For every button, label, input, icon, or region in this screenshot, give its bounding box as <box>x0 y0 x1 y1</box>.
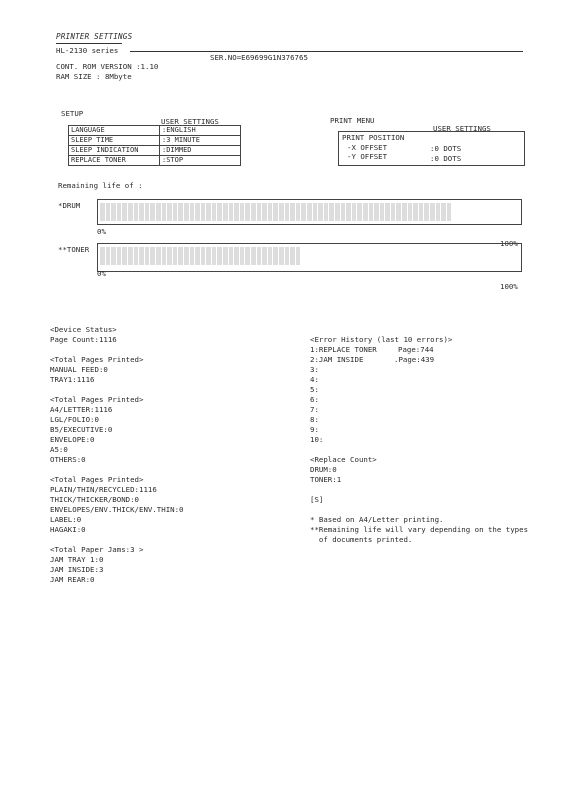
gauge-segment <box>279 203 284 221</box>
gauge-segment <box>424 203 429 221</box>
page-count: Page Count:1116 <box>50 335 117 344</box>
error-entry <box>310 355 528 365</box>
setup-heading: SETUP <box>61 109 84 118</box>
print-menu-column-heading: USER SETTINGS <box>433 124 491 133</box>
gauge-segment <box>380 203 385 221</box>
error-history-heading: <Error History (last 10 errors)> <box>310 335 453 344</box>
gauge-segment <box>391 203 396 221</box>
gauge-segment <box>436 203 441 221</box>
gauge-segment <box>324 203 329 221</box>
error-entry: 6: <box>310 395 319 404</box>
gauge-segment <box>178 203 183 221</box>
setup-value: :ENGLISH <box>160 126 241 136</box>
gauge-segment <box>245 247 250 265</box>
gauge-segment <box>117 203 122 221</box>
drum-gauge-fill <box>100 203 451 221</box>
gauge-segment <box>128 203 133 221</box>
paper-jams-heading: <Total Paper Jams:3 > <box>50 545 144 554</box>
media-line: LABEL:0 <box>50 515 82 524</box>
gauge-segment <box>178 247 183 265</box>
setup-key: REPLACE TONER <box>69 156 160 166</box>
drum-max-label: 100% <box>500 239 518 248</box>
gauge-segment <box>106 247 111 265</box>
gauge-segment <box>212 203 217 221</box>
gauge-segment <box>335 203 340 221</box>
gauge-segment <box>206 203 211 221</box>
y-offset-label: -Y OFFSET <box>347 152 388 161</box>
gauge-segment <box>100 203 105 221</box>
gauge-segment <box>167 247 172 265</box>
gauge-segment <box>212 247 217 265</box>
gauge-segment <box>413 203 418 221</box>
gauge-segment <box>357 203 362 221</box>
replace-count-heading: <Replace Count> <box>310 455 377 464</box>
gauge-segment <box>150 247 155 265</box>
setup-key: SLEEP INDICATION <box>69 146 160 156</box>
gauge-segment <box>201 247 206 265</box>
page-title: PRINTER SETTINGS <box>56 32 133 41</box>
setup-value: :STOP <box>160 156 241 166</box>
replace-count-line: DRUM:0 <box>310 465 337 474</box>
gauge-segment <box>318 203 323 221</box>
gauge-segment <box>441 203 446 221</box>
setup-row <box>69 126 241 136</box>
gauge-segment <box>106 203 111 221</box>
gauge-segment <box>301 203 306 221</box>
gauge-segment <box>206 247 211 265</box>
size-line: ENVELOPE:0 <box>50 435 95 444</box>
ram-size: RAM SIZE : 8Mbyte <box>56 72 132 81</box>
toner-max-label: 100% <box>500 282 518 291</box>
gauge-segment <box>139 247 144 265</box>
gauge-segment <box>240 247 245 265</box>
error-entry: 3: <box>310 365 319 374</box>
paper-jam-line: JAM TRAY 1:0 <box>50 555 104 564</box>
media-line: HAGAKI:0 <box>50 525 86 534</box>
gauge-segment <box>122 247 127 265</box>
gauge-segment <box>313 203 318 221</box>
gauge-segment <box>369 203 374 221</box>
gauge-segment <box>273 203 278 221</box>
toner-gauge-fill <box>100 247 300 265</box>
gauge-segment <box>217 203 222 221</box>
right-column <box>310 335 528 545</box>
gauge-segment <box>100 247 105 265</box>
gauge-segment <box>150 203 155 221</box>
toner-min-label: 0% <box>97 269 106 278</box>
setup-row <box>69 136 241 146</box>
gauge-segment <box>184 203 189 221</box>
serial-number: SER.NO=E69699G1N376765 <box>210 53 308 62</box>
gauge-segment <box>363 203 368 221</box>
setup-row <box>69 146 241 156</box>
error-entry-label: 1:REPLACE TONER <box>310 345 377 354</box>
gauge-segment <box>262 203 267 221</box>
setup-column-heading: USER SETTINGS <box>161 117 219 126</box>
gauge-segment <box>341 203 346 221</box>
size-line: LGL/FOLIO:0 <box>50 415 99 424</box>
gauge-segment <box>111 247 116 265</box>
gauge-segment <box>251 203 256 221</box>
gauge-segment <box>184 247 189 265</box>
gauge-segment <box>234 203 239 221</box>
gauge-segment <box>352 203 357 221</box>
gauge-segment <box>290 247 295 265</box>
gauge-segment <box>167 203 172 221</box>
status-code: [S] <box>310 495 324 504</box>
gauge-segment <box>117 247 122 265</box>
error-entry: 8: <box>310 415 319 424</box>
gauge-segment <box>430 203 435 221</box>
source-heading: <Total Pages Printed> <box>50 355 144 364</box>
gauge-segment <box>346 203 351 221</box>
gauge-segment <box>234 247 239 265</box>
replace-count-line: TONER:1 <box>310 475 342 484</box>
gauge-segment <box>257 247 262 265</box>
gauge-segment <box>447 203 452 221</box>
gauge-segment <box>251 247 256 265</box>
gauge-segment <box>296 203 301 221</box>
error-entry-page: Page:744 <box>398 345 434 354</box>
error-entry: 9: <box>310 425 319 434</box>
model-name: HL-2130 series <box>56 46 119 55</box>
gauge-segment <box>223 203 228 221</box>
gauge-segment <box>307 203 312 221</box>
rom-version: CONT. ROM VERSION :1.10 <box>56 62 159 71</box>
drum-min-label: 0% <box>97 227 106 236</box>
gauge-segment <box>122 203 127 221</box>
gauge-segment <box>296 247 301 265</box>
gauge-segment <box>195 203 200 221</box>
gauge-segment <box>217 247 222 265</box>
toner-label: **TONER <box>58 245 90 254</box>
paper-jam-line: JAM REAR:0 <box>50 575 95 584</box>
source-line: MANUAL FEED:0 <box>50 365 108 374</box>
note-line: * Based on A4/Letter printing. <box>310 515 444 524</box>
setup-key: SLEEP TIME <box>69 136 160 146</box>
gauge-segment <box>396 203 401 221</box>
gauge-segment <box>285 247 290 265</box>
print-position-group: PRINT POSITION <box>342 133 405 142</box>
device-status-heading: <Device Status> <box>50 325 117 334</box>
gauge-segment <box>139 203 144 221</box>
gauge-segment <box>195 247 200 265</box>
gauge-segment <box>385 203 390 221</box>
title-underline <box>56 43 122 44</box>
header-rule <box>130 51 523 52</box>
error-entry-label: 2:JAM INSIDE <box>310 355 364 364</box>
error-entry: 7: <box>310 405 319 414</box>
gauge-segment <box>402 203 407 221</box>
gauge-segment <box>156 247 161 265</box>
media-line: THICK/THICKER/BOND:0 <box>50 495 139 504</box>
size-line: OTHERS:0 <box>50 455 86 464</box>
drum-gauge <box>97 199 522 225</box>
left-column <box>50 325 184 585</box>
gauge-segment <box>223 247 228 265</box>
gauge-segment <box>290 203 295 221</box>
gauge-segment <box>134 247 139 265</box>
size-line: A4/LETTER:1116 <box>50 405 113 414</box>
gauge-segment <box>229 203 234 221</box>
toner-gauge <box>97 243 522 272</box>
error-entry: 5: <box>310 385 319 394</box>
print-menu-heading: PRINT MENU <box>330 116 375 125</box>
note-line: **Remaining life will vary depending on the types <box>310 525 529 534</box>
setup-row <box>69 156 241 166</box>
gauge-segment <box>162 203 167 221</box>
gauge-segment <box>419 203 424 221</box>
paper-jam-line: JAM INSIDE:3 <box>50 565 104 574</box>
error-entry: 10: <box>310 435 324 444</box>
gauge-segment <box>173 247 178 265</box>
gauge-segment <box>262 247 267 265</box>
media-line: PLAIN/THIN/RECYCLED:1116 <box>50 485 157 494</box>
gauge-segment <box>128 247 133 265</box>
setup-table <box>68 125 241 166</box>
source-line: TRAY1:1116 <box>50 375 95 384</box>
remaining-heading: Remaining life of : <box>58 181 143 190</box>
gauge-segment <box>273 247 278 265</box>
x-offset-label: -X OFFSET <box>347 143 388 152</box>
gauge-segment <box>190 247 195 265</box>
gauge-segment <box>285 203 290 221</box>
error-entry-page: .Page:439 <box>394 355 435 364</box>
gauge-segment <box>268 247 273 265</box>
gauge-segment <box>245 203 250 221</box>
gauge-segment <box>134 203 139 221</box>
size-line: B5/EXECUTIVE:0 <box>50 425 113 434</box>
gauge-segment <box>156 203 161 221</box>
gauge-segment <box>240 203 245 221</box>
size-heading: <Total Pages Printed> <box>50 395 144 404</box>
drum-label: *DRUM <box>58 201 81 210</box>
error-entry: 4: <box>310 375 319 384</box>
media-line: ENVELOPES/ENV.THICK/ENV.THIN:0 <box>50 505 184 514</box>
note-line: of documents printed. <box>310 535 413 544</box>
setup-value: :3 MINUTE <box>160 136 241 146</box>
gauge-segment <box>190 203 195 221</box>
gauge-segment <box>257 203 262 221</box>
gauge-segment <box>279 247 284 265</box>
gauge-segment <box>329 203 334 221</box>
setup-value: :DIMMED <box>160 146 241 156</box>
gauge-segment <box>162 247 167 265</box>
x-offset-value: :0 DOTS <box>430 144 462 153</box>
error-entry <box>310 345 528 355</box>
gauge-segment <box>201 203 206 221</box>
y-offset-value: :0 DOTS <box>430 154 462 163</box>
media-heading: <Total Pages Printed> <box>50 475 144 484</box>
gauge-segment <box>229 247 234 265</box>
gauge-segment <box>145 247 150 265</box>
gauge-segment <box>111 203 116 221</box>
gauge-segment <box>374 203 379 221</box>
gauge-segment <box>268 203 273 221</box>
gauge-segment <box>173 203 178 221</box>
setup-key: LANGUAGE <box>69 126 160 136</box>
size-line: A5:0 <box>50 445 68 454</box>
gauge-segment <box>408 203 413 221</box>
gauge-segment <box>145 203 150 221</box>
